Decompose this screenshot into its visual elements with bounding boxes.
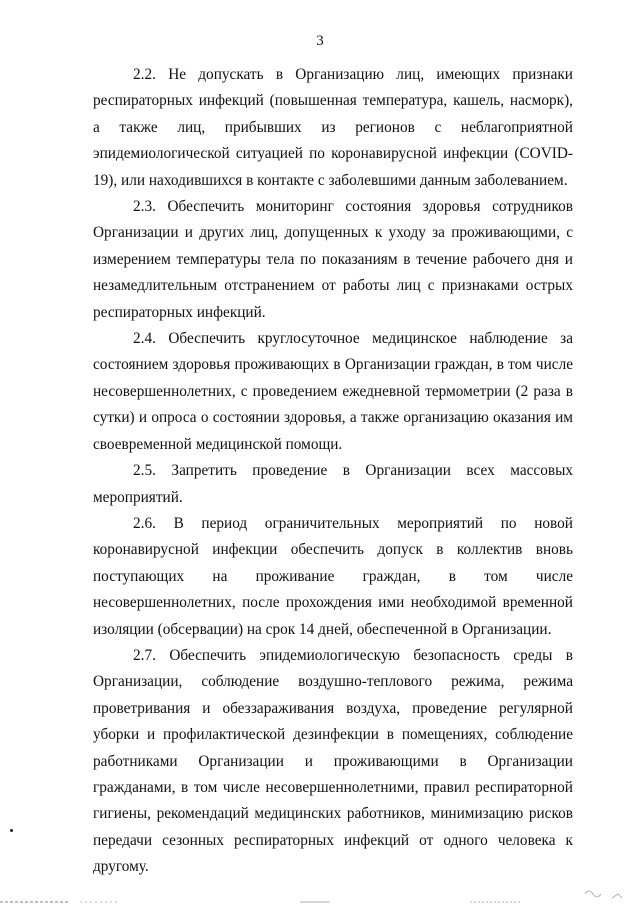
paragraph-2-7: 2.7. Обеспечить эпидемиологическую безопасность среды в Организации, соблюдение воздушно-теплового режима, режима проветривания и обеззараживания воздуха, проведение регулярной уборки и профилактической дезинфекции в помещениях, соблюдение работниками Организации и проживающими в Организации гражданами, в том числе несовершеннолетними, правил респираторной гигиены, рекомендаций медицинских работников, минимизацию рисков передачи сезонных респираторных инфекций от одного человека к другому. [93,646,573,876]
scan-footer-marks [0,872,640,905]
paragraph-2-4: 2.4. Обеспечить круглосуточное медицинское наблюдение за состоянием здоровья проживающих в Организации граждан, в том числе несовершеннолетних, с проведением ежедневной термометрии (2 раза в сутки) и опроса о состоянии здоровья, а также организацию оказания им своевременной медицинской помощи. [93,330,573,453]
margin-speck [10,829,13,832]
document-body [93,62,573,881]
paragraph-2-5: 2.5. Запретить проведение в Организации всех массовых мероприятий. [93,462,573,506]
paragraph-2-2: 2.2. Не допускать в Организацию лиц, имеющих признаки респираторных инфекций (повышенная температура, кашель, насморк), а также лиц, прибывших из регионов с неблагоприятной эпидемиологической ситуацией по коронавирусной инфекции (COVID-19), или находившихся в контакте с заболевшими данным заболеванием. [93,66,573,189]
paragraph-2-3: 2.3. Обеспечить мониторинг состояния здоровья сотрудников Организации и других лиц, допущенных к уходу за проживающими, с измерением температуры тела по показаниям в течение рабочего дня и незамедлительным отстранением от работы лиц с признаками острых респираторных инфекций. [93,198,573,321]
paragraph-2-6: 2.6. В период ограничительных мероприятий по новой коронавирусной инфекции обеспечить допуск в коллектив вновь поступающих на проживание граждан, в том числе несовершеннолетних, после прохождения ими необходимой временной изоляции (обсервации) на срок 14 дней, обеспеченной в Организации. [93,514,573,638]
scan-marks-graphic [0,872,640,905]
page-number: 3 [316,33,324,49]
